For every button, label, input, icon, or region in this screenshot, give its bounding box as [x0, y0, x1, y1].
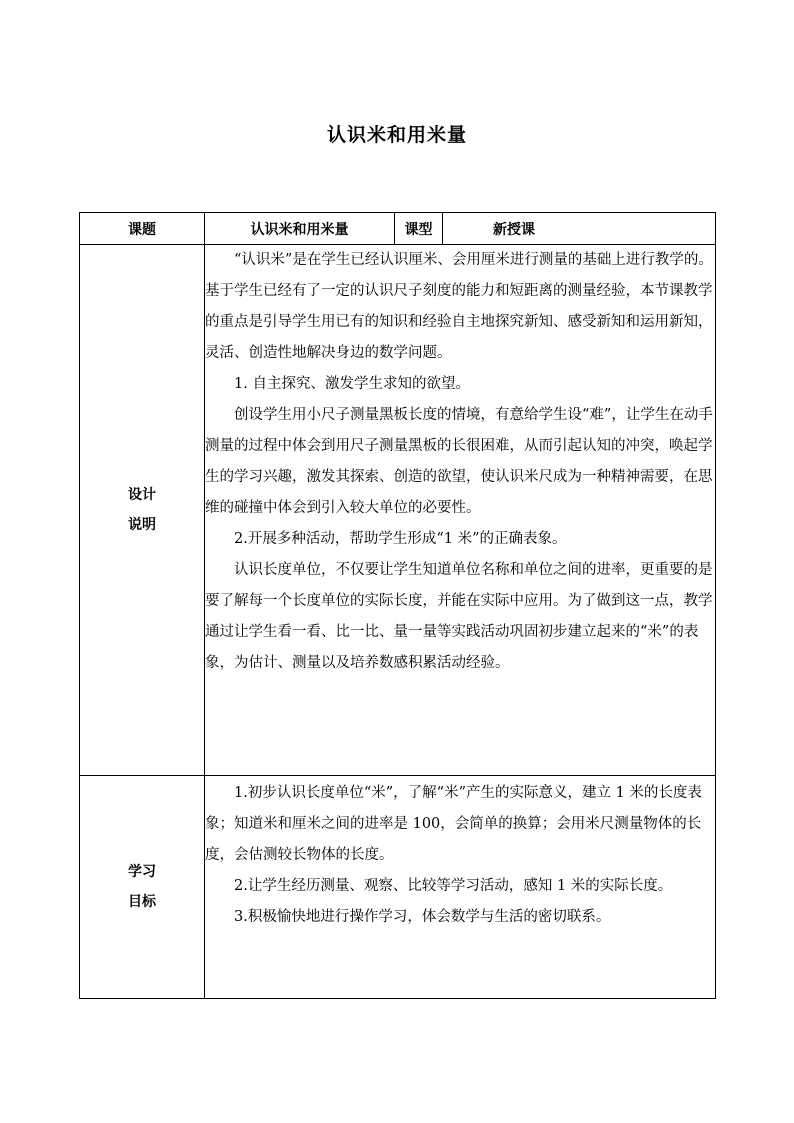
- goals-row: [80, 776, 716, 999]
- design-paragraph: 1. 自主探究、激发学生求知的欲望。: [234, 376, 470, 392]
- design-paragraph: 2.开展多种活动，帮助学生形成“1 米”的正确表象。: [234, 531, 567, 547]
- header-row: [80, 213, 716, 245]
- design-label-line2: 说明: [128, 517, 156, 533]
- design-content: [205, 245, 716, 776]
- design-row: [80, 245, 716, 776]
- design-paragraph: “认识米”是在学生已经认识厘米、会用厘米进行测量的基础上进行教学的。基于学生已经有了一定的认识尺子刻度的能力和短距离的测量经验，本节课教学的重点是引导学生用已有的知识和经验自主地探究新知、感受新知和运用新知，灵活、创造性地解决身边的数学问题。: [205, 252, 713, 361]
- goals-label-line1: 学习: [128, 864, 156, 880]
- design-paragraph: 认识长度单位，不仅要让学生知道单位名称和单位之间的进率，更重要的是要了解每一个长度单位的实际长度，并能在实际中应用。为了做到这一点，教学通过让学生看一看、比一比、量一量等实践活动巩固初步建立起来的“米”的表象，为估计、测量以及培养数感积累活动经验。: [205, 562, 713, 671]
- type-label: 课型: [395, 213, 443, 245]
- goals-content: [205, 776, 716, 999]
- design-paragraph: 创设学生用小尺子测量黑板长度的情境，有意给学生设“难”，让学生在动手测量的过程中体会到用尺子测量黑板的长很困难，从而引起认知的冲突，唤起学生的学习兴趣，激发其探索、创造的欲望，使认识米尺成为一种精神需要，在思维的碰撞中体会到引入较大单位的必要性。: [205, 407, 713, 516]
- design-label-line1: 设计: [128, 487, 156, 503]
- goal-paragraph: 3.积极愉快地进行操作学习，体会数学与生活的密切联系。: [234, 909, 611, 925]
- goal-paragraph: 2.让学生经历测量、观察、比较等学习活动，感知 1 米的实际长度。: [234, 878, 673, 894]
- goal-paragraph: 1.初步认识长度单位“米”，了解“米”产生的实际意义，建立 1 米的长度表象；知道米和厘米之间的进率是 100，会简单的换算；会用米尺测量物体的长度，会估测较长物体的长度。: [205, 785, 702, 863]
- lesson-plan-table: [79, 212, 716, 999]
- type-value: 新授课: [443, 213, 716, 245]
- topic-value: 认识米和用米量: [205, 213, 395, 245]
- goals-label-line2: 目标: [128, 894, 156, 910]
- document-title: 认识米和用米量: [326, 124, 467, 146]
- topic-label: 课题: [80, 213, 205, 245]
- goals-label: [80, 776, 205, 999]
- design-label: [80, 245, 205, 776]
